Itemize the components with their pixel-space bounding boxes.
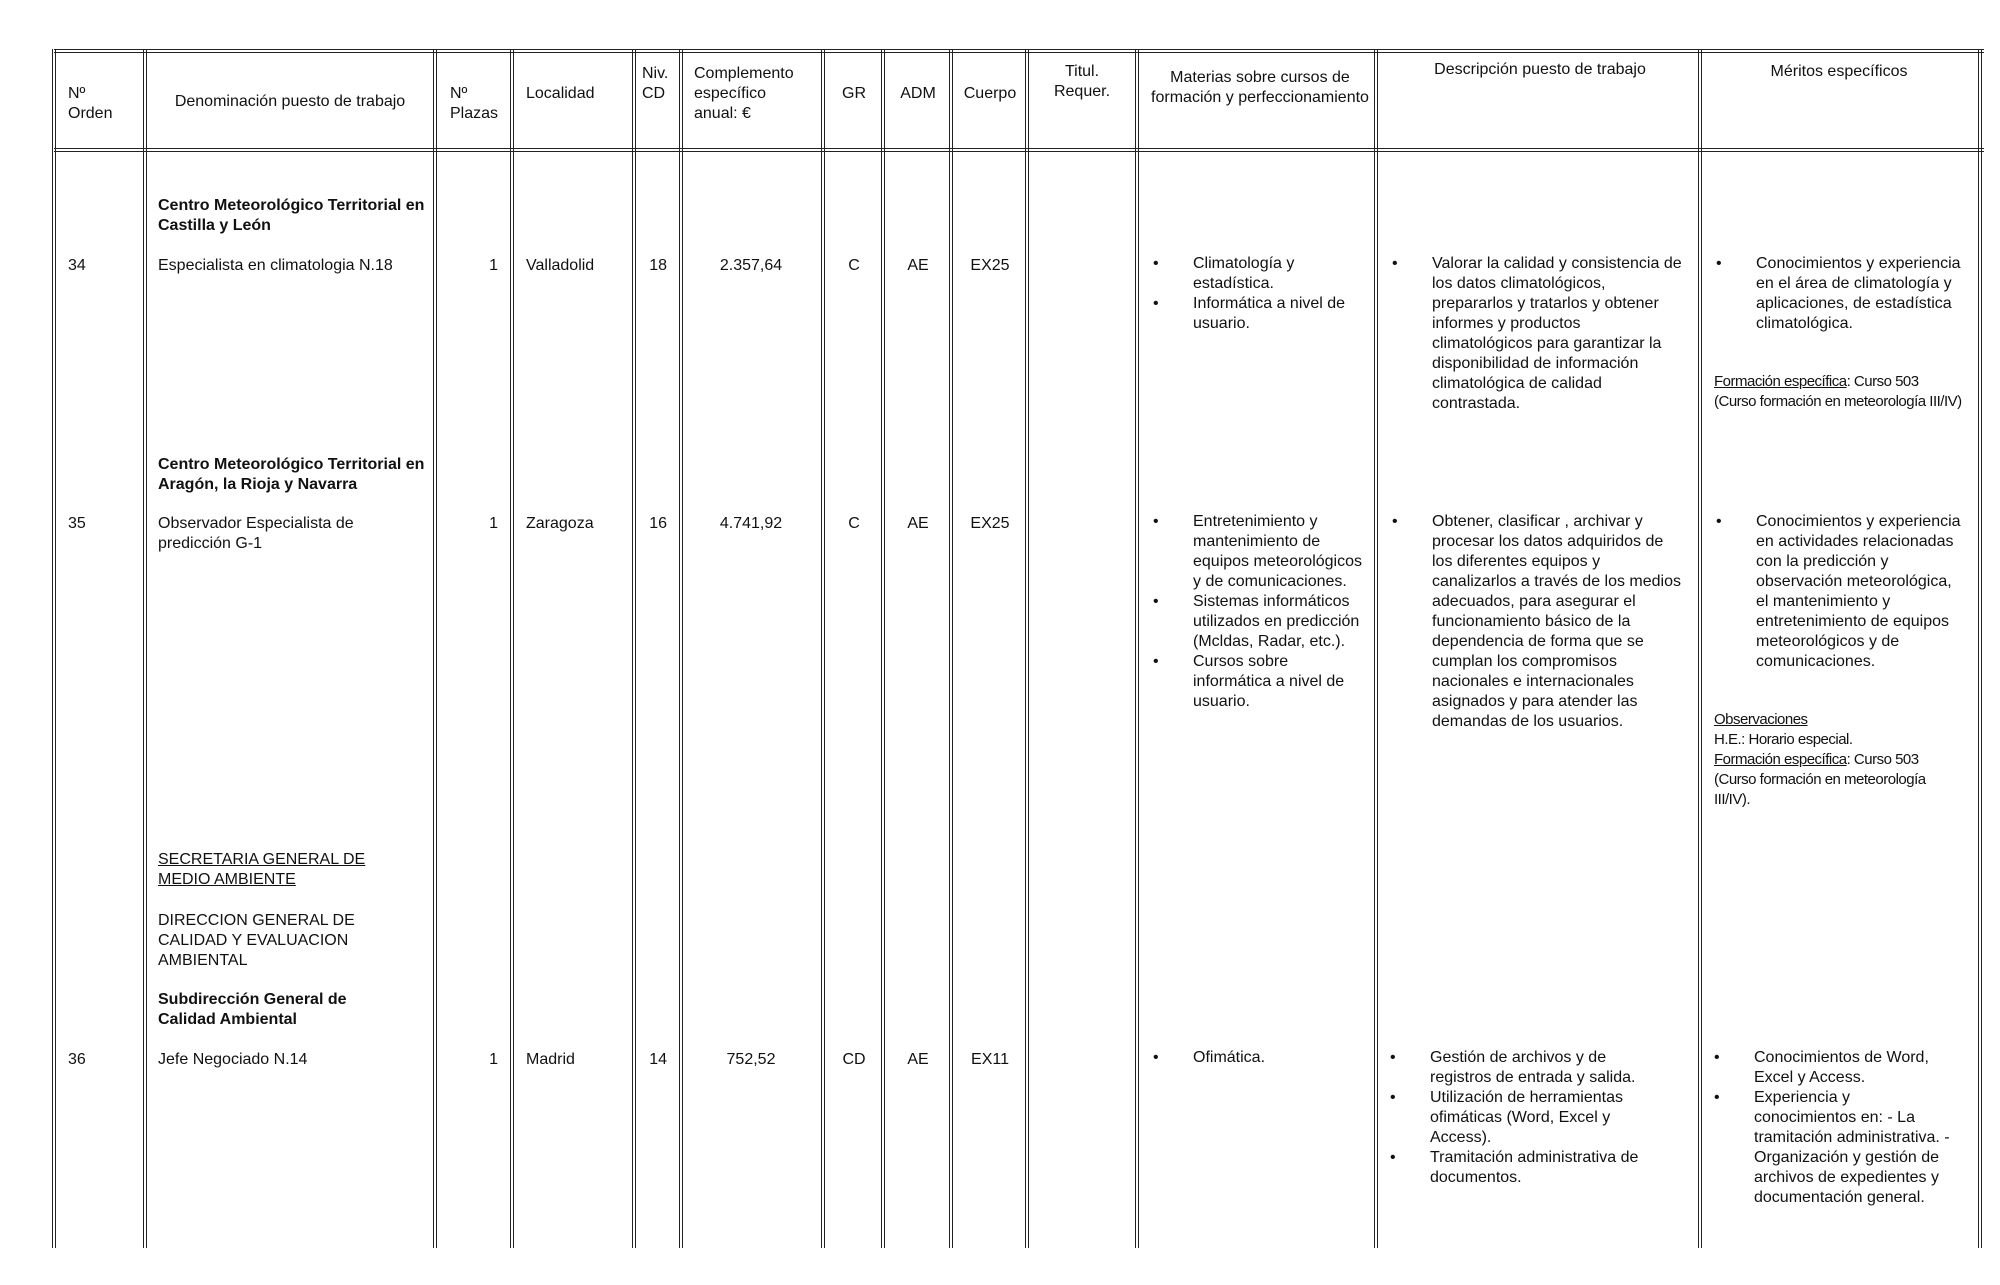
merito-item: • Conocimientos y experiencia en el área de climatología y aplicaciones, de estadística climatológica. [1716, 254, 1966, 334]
materia-item: • Sistemas informáticos utilizados en predicción (Mcldas, Radar, etc.). [1153, 592, 1368, 652]
header-gr: GR [842, 85, 866, 102]
localidad: Madrid [526, 1051, 575, 1068]
meritos-list [1714, 1048, 1954, 1208]
nivel: 16 [649, 515, 667, 532]
orden: 34 [68, 257, 86, 274]
materias-list [1153, 512, 1368, 712]
descripcion-item: • Utilización de herramientas ofimáticas (Word, Excel y Access). [1390, 1088, 1660, 1148]
materia-item: • Climatología y estadística. [1153, 254, 1363, 294]
header-bottom-border [54, 148, 1984, 152]
nivel: 14 [649, 1051, 667, 1068]
header-titul: Titul. Requer. [1053, 63, 1111, 100]
descripcion-list [1392, 254, 1682, 414]
section-heading: Centro Meteorológico Territorial en Castilla y León [158, 197, 425, 234]
descripcion-item: • Obtener, clasificar , archivar y procesar los datos adquiridos de los diferentes equipos y canalizarlos a través de los medios adecuados, para asegurar el funcionamiento básico de la dependencia de forma que se cumplan los compromisos nacionales e internacionales asignados y para atender las demandas de los usuarios. [1392, 512, 1682, 732]
header-localidad: Localidad [526, 85, 595, 102]
observaciones-label: Observaciones [1714, 711, 1808, 728]
localidad: Zaragoza [526, 515, 594, 532]
materia-item: • Cursos sobre informática a nivel de usuario. [1153, 652, 1368, 712]
col-line [632, 49, 636, 1248]
adm: AE [907, 515, 929, 532]
col-line [433, 49, 437, 1248]
merito-item: • Conocimientos y experiencia en actividades relacionadas con la predicción y observación meteorológica, el mantenimiento y entretenimiento de equipos meteorológicos y de comunicaciones. [1716, 512, 1966, 672]
col-line [1978, 49, 1982, 1248]
formacion-label: Formación específica [1714, 373, 1847, 390]
formacion-text: : Curso 503 (Curso formación en meteorología III/IV). [1714, 751, 1926, 808]
col-line [1135, 49, 1139, 1248]
descripcion-item: • Valorar la calidad y consistencia de los datos climatológicos, prepararlos y tratarlos y obtener informes y productos climatológicos para garantizar la disponibilidad de información climatológica de calidad contrastada. [1392, 254, 1682, 414]
col-line [1698, 49, 1702, 1248]
nivel: 18 [649, 257, 667, 274]
cuerpo: EX25 [970, 515, 1010, 532]
complemento: 752,52 [726, 1051, 776, 1068]
descripcion-list [1392, 512, 1682, 732]
materia-item: • Informática a nivel de usuario. [1153, 294, 1363, 334]
formacion-text: : Curso 503 (Curso formación en meteorología III/IV) [1714, 373, 1962, 410]
header-descripcion: Descripción puesto de trabajo [1434, 61, 1646, 78]
header-plazas: Nº Plazas [450, 85, 499, 122]
header-denominacion: Denominación puesto de trabajo [174, 93, 406, 110]
descripcion-list [1390, 1048, 1660, 1188]
materia-item: • Ofimática. [1153, 1048, 1368, 1068]
col-line [52, 49, 56, 1248]
col-line [510, 49, 514, 1248]
materias-list [1153, 254, 1363, 334]
col-line [679, 49, 683, 1248]
header-orden: Nº Orden [68, 85, 113, 122]
section-heading: Subdirección General de Calidad Ambiental [158, 991, 347, 1028]
adm: AE [907, 257, 929, 274]
header-meritos: Méritos específicos [1770, 63, 1908, 80]
observaciones-text: H.E.: Horario especial. [1714, 731, 1853, 748]
section-heading: Centro Meteorológico Territorial en Aragón, la Rioja y Navarra [158, 456, 425, 493]
denominacion: Especialista en climatologia N.18 [158, 257, 393, 274]
formacion-label: Formación específica [1714, 751, 1847, 768]
header-materias: Materias sobre cursos de formación y perfeccionamiento [1151, 69, 1369, 106]
plazas: 1 [489, 1051, 498, 1068]
col-line [821, 49, 825, 1248]
localidad: Valladolid [526, 257, 595, 274]
section-heading: SECRETARIA GENERAL DE MEDIO AMBIENTE [158, 851, 366, 888]
merito-item: • Experiencia y conocimientos en: - La tramitación administrativa. - Organización y gestión de archivos de expedientes y documentación general. [1714, 1088, 1954, 1208]
col-line [143, 49, 147, 1248]
descripcion-item: • Gestión de archivos y de registros de entrada y salida. [1390, 1048, 1660, 1088]
complemento: 4.741,92 [719, 515, 783, 532]
plazas: 1 [489, 515, 498, 532]
materia-item: • Entretenimiento y mantenimiento de equipos meteorológicos y de comunicaciones. [1153, 512, 1368, 592]
adm: AE [907, 1051, 929, 1068]
section-heading: DIRECCION GENERAL DE CALIDAD Y EVALUACION AMBIENTAL [158, 912, 355, 969]
merito-item: • Conocimientos de Word, Excel y Access. [1714, 1048, 1954, 1088]
header-nivel: Niv. CD [642, 65, 669, 102]
materias-list [1153, 1048, 1368, 1068]
complemento: 2.357,64 [719, 257, 783, 274]
header-cuerpo: Cuerpo [963, 85, 1017, 102]
denominacion: Jefe Negociado N.14 [158, 1051, 308, 1068]
plazas: 1 [489, 257, 498, 274]
meritos-list [1716, 254, 1966, 334]
cuerpo: EX25 [970, 257, 1010, 274]
gr: C [848, 515, 860, 532]
gr: CD [842, 1051, 866, 1068]
table-top-border [54, 49, 1984, 53]
meritos-list [1716, 512, 1966, 672]
orden: 35 [68, 515, 86, 532]
descripcion-item: • Tramitación administrativa de documentos. [1390, 1148, 1660, 1188]
header-adm: ADM [900, 85, 936, 102]
gr: C [848, 257, 860, 274]
denominacion: Observador Especialista de predicción G-1 [158, 515, 354, 552]
col-line [1374, 49, 1378, 1248]
orden: 36 [68, 1051, 86, 1068]
cuerpo: EX11 [971, 1051, 1009, 1068]
header-complemento: Complemento específico anual: € [694, 65, 794, 122]
